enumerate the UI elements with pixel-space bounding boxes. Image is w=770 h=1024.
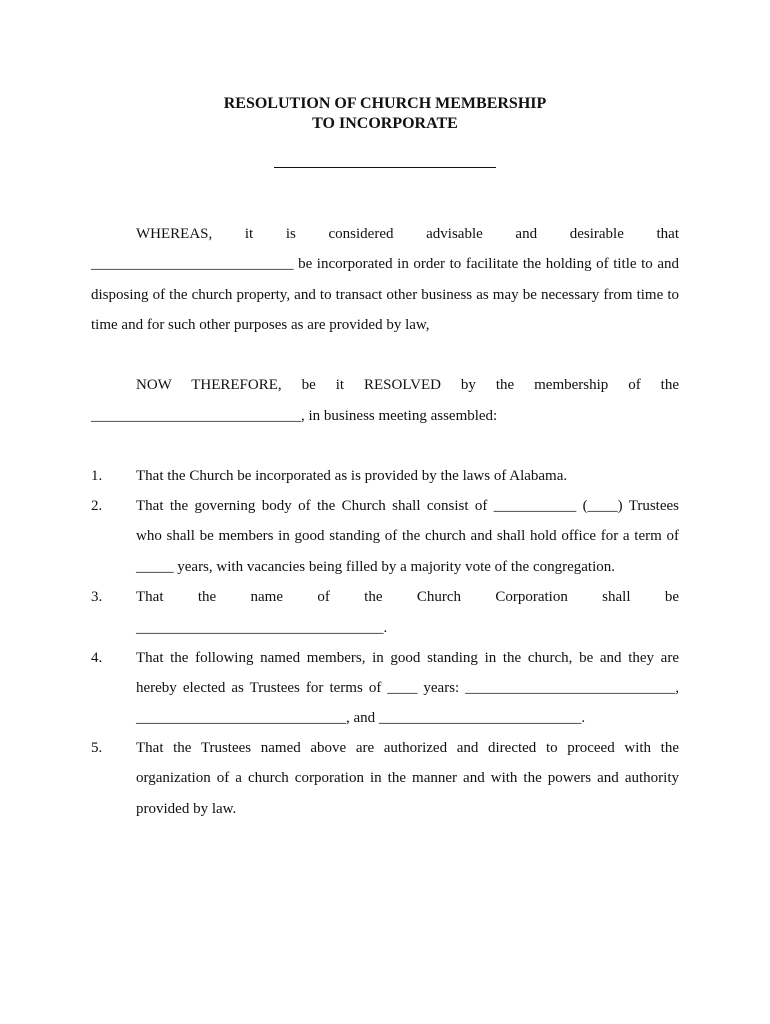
paragraph-line: WHEREAS, it is considered advisable and desirable that [136, 226, 679, 242]
item-line: That the name of the Church Corporation shall be [136, 589, 679, 605]
item-number: 4. [91, 650, 103, 666]
item-line: _________________________________. [136, 620, 388, 636]
item-line: organization of a church corporation in the manner and with the powers and authority [136, 770, 679, 786]
paragraph-line: disposing of the church property, and to transact other business as may be necessary from time to [91, 287, 679, 303]
item-line: _____ years, with vacancies being filled by a majority vote of the congregation. [136, 559, 616, 575]
item-number: 1. [91, 468, 103, 484]
item-line: provided by law. [136, 801, 237, 817]
item-number: 3. [91, 589, 103, 605]
item-line: That the following named members, in good standing in the church, be and they are [136, 650, 679, 666]
document-title-line-1: RESOLUTION OF CHURCH MEMBERSHIP [223, 95, 547, 112]
title-divider [274, 167, 496, 168]
item-line: That the Trustees named above are authorized and directed to proceed with the [136, 740, 679, 756]
paragraph-line: ___________________________ be incorporated in order to facilitate the holding of title to and [91, 256, 679, 272]
item-line: who shall be members in good standing of the church and shall hold office for a term of [136, 528, 679, 544]
paragraph-line: ____________________________, in business meeting assembled: [91, 408, 498, 424]
item-line: ____________________________, and ___________________________. [136, 710, 586, 726]
paragraph-line: NOW THEREFORE, be it RESOLVED by the membership of the [136, 377, 679, 393]
document-title-line-2: TO INCORPORATE [312, 115, 458, 132]
item-number: 2. [91, 498, 103, 514]
paragraph-line: time and for such other purposes as are provided by law, [91, 317, 430, 333]
item-line: That the Church be incorporated as is provided by the laws of Alabama. [136, 468, 568, 484]
item-line: hereby elected as Trustees for terms of ____ years: ____________________________, [136, 680, 679, 696]
item-number: 5. [91, 740, 103, 756]
item-line: That the governing body of the Church shall consist of ___________ (____) Trustees [136, 498, 679, 514]
